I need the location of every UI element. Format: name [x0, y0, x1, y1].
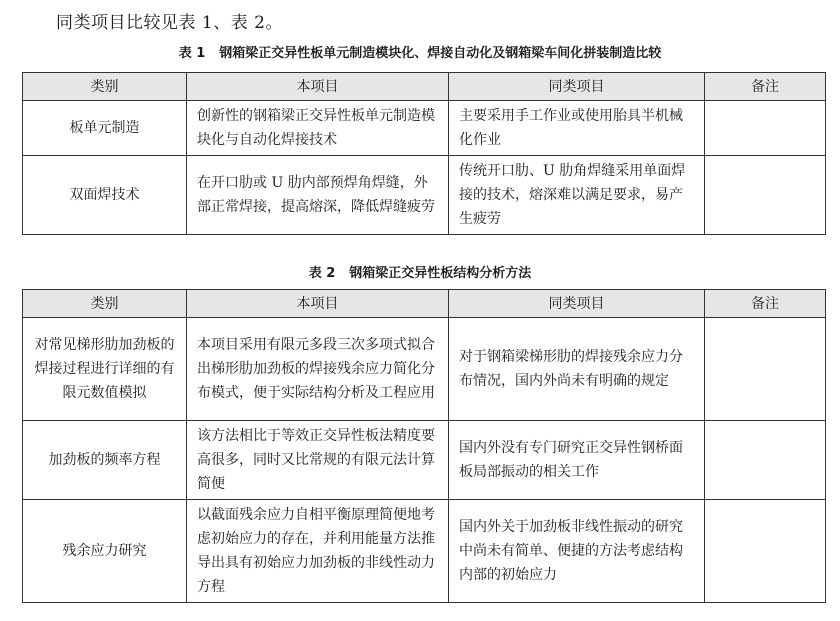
- cell-category: 对常见梯形肋加劲板的焊接过程进行详细的有限元数值模拟: [23, 318, 187, 421]
- cell-note: [705, 156, 826, 235]
- cell-category: 加劲板的频率方程: [23, 421, 187, 500]
- table-row: [23, 101, 826, 156]
- header-this-project: 本项目: [187, 73, 449, 101]
- cell-category: 板单元制造: [23, 101, 187, 156]
- header-notes: 备注: [705, 73, 826, 101]
- cell-this-project: 本项目采用有限元多段三次多项式拟合出梯形肋加劲板的焊接残余应力简化分布模式，便于实际结构分析及工程应用: [187, 318, 449, 421]
- header-category: 类别: [23, 73, 187, 101]
- table2-title: 钢箱梁正交异性板结构分析方法: [349, 266, 532, 281]
- header-this-project: 本项目: [187, 290, 449, 318]
- intro-paragraph: 同类项目比较见表 1、表 2。: [56, 13, 283, 33]
- cell-similar: 传统开口肋、U 肋角焊缝采用单面焊接的技术，熔深难以满足要求，易产生疲劳: [449, 156, 705, 235]
- cell-similar: 对于钢箱梁梯形肋的焊接残余应力分布情况，国内外尚未有明确的规定: [449, 318, 705, 421]
- cell-note: [705, 421, 826, 500]
- table-row: [23, 421, 826, 500]
- table1: [22, 72, 826, 235]
- table-row: [23, 318, 826, 421]
- cell-this-project: 该方法相比于等效正交异性板法精度要高很多，同时又比常规的有限元法计算简便: [187, 421, 449, 500]
- cell-similar: 国内外关于加劲板非线性振动的研究中尚未有简单、便捷的方法考虑结构内部的初始应力: [449, 500, 705, 603]
- table1-caption: [0, 42, 840, 61]
- table2-number: 表 2: [308, 266, 336, 281]
- cell-category: 残余应力研究: [23, 500, 187, 603]
- header-similar-projects: 同类项目: [449, 73, 705, 101]
- table1-title: 钢箱梁正交异性板单元制造模块化、焊接自动化及钢箱梁车间化拼装制造比较: [219, 46, 662, 61]
- cell-note: [705, 318, 826, 421]
- header-similar-projects: 同类项目: [449, 290, 705, 318]
- table1-number: 表 1: [178, 46, 206, 61]
- table2: [22, 289, 826, 603]
- table2-header-row: [23, 290, 826, 318]
- header-notes: 备注: [705, 290, 826, 318]
- cell-this-project: 在开口肋或 U 肋内部预焊角焊缝，外部正常焊接，提高熔深，降低焊缝疲劳: [187, 156, 449, 235]
- table2-caption: [0, 262, 840, 281]
- cell-this-project: 以截面残余应力自相平衡原理简便地考虑初始应力的存在，并利用能量方法推导出具有初始应力加劲板的非线性动力方程: [187, 500, 449, 603]
- cell-note: [705, 101, 826, 156]
- cell-similar: 国内外没有专门研究正交异性钢桥面板局部振动的相关工作: [449, 421, 705, 500]
- table-row: [23, 500, 826, 603]
- table1-header-row: [23, 73, 826, 101]
- cell-category: 双面焊技术: [23, 156, 187, 235]
- cell-note: [705, 500, 826, 603]
- cell-this-project: 创新性的钢箱梁正交异性板单元制造模块化与自动化焊接技术: [187, 101, 449, 156]
- cell-similar: 主要采用手工作业或使用胎具半机械化作业: [449, 101, 705, 156]
- table-row: [23, 156, 826, 235]
- header-category: 类别: [23, 290, 187, 318]
